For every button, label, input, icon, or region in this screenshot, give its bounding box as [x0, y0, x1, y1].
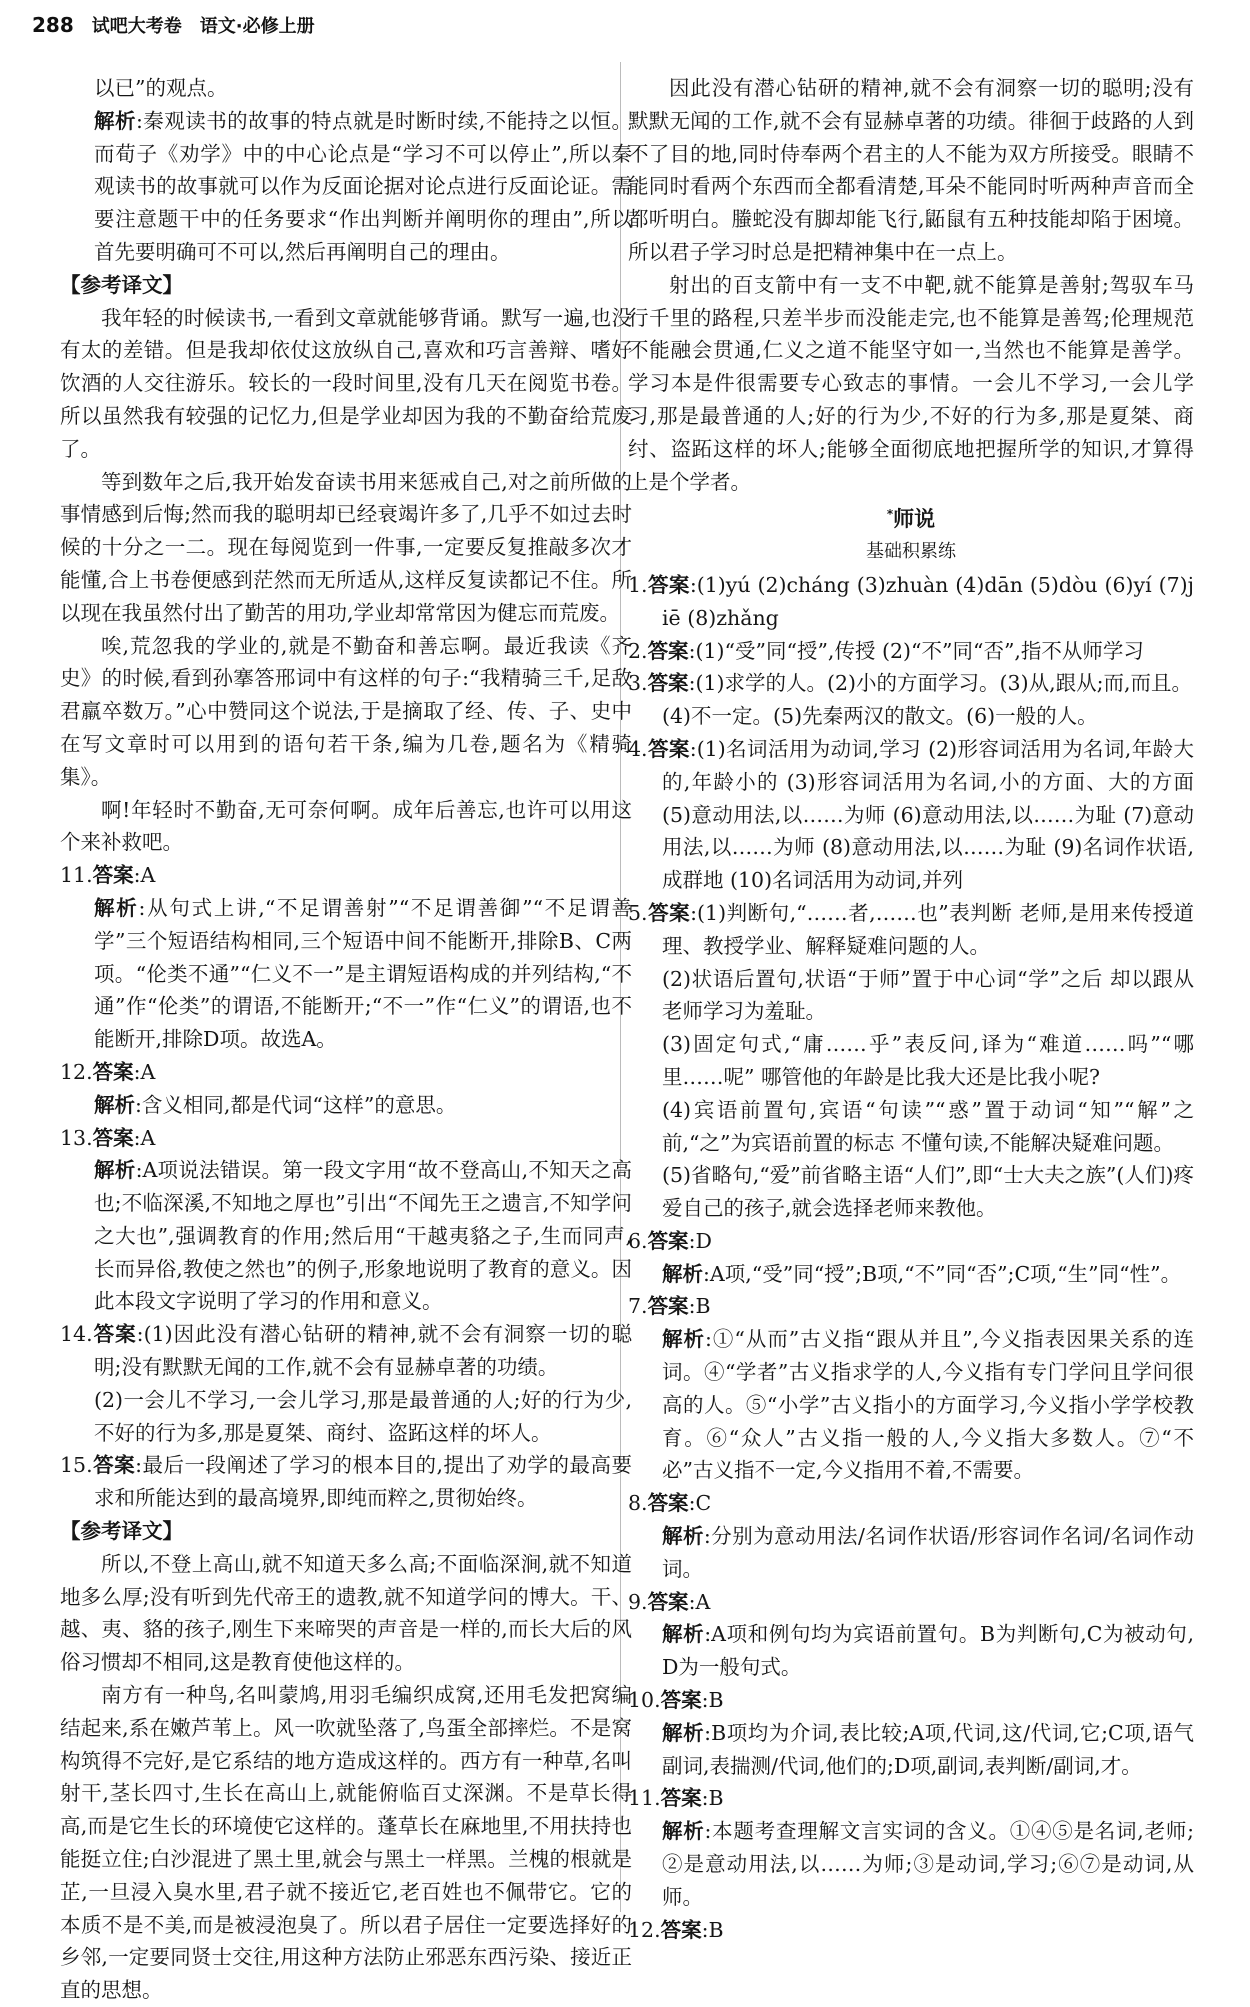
page-number: 288: [32, 13, 74, 37]
lesson-title-text: 师说: [893, 507, 936, 532]
answer-text: :A: [133, 1059, 156, 1084]
answer-text: :(1)求学的人。(2)小的方面学习。(3)从,跟从;而,而且。: [688, 671, 1193, 696]
analysis-label: 解析: [662, 1327, 705, 1352]
answer-label: 答案: [647, 572, 690, 597]
answer-item: [628, 569, 1194, 635]
analysis-text: :分别为意动用法/名词作状语/形容词作名词/名词作动词。: [662, 1524, 1194, 1581]
translation-paragraph: 因此没有潜心钻研的精神,就不会有洞察一切的聪明;没有默默无闻的工作,就不会有显赫卓著的功绩。徘徊于歧路的人到不了目的地,同时侍奉两个君主的人不能为双方所接受。眼睛不能同时看两个东西而全都看清楚,耳朵不能同时听两种声音而全都听明白。螣蛇没有脚却能飞行,鼫鼠有五种技能却陷于困境。所以君子学习时总是把精神集中在一点上。: [628, 76, 1194, 264]
item-number: 10.: [628, 1688, 661, 1713]
item-number: 8.: [628, 1491, 648, 1516]
answer-text: :(1)因此没有潜心钻研的精神,就不会有洞察一切的聪明;没有默默无闻的工作,就不会有显赫卓著的功绩。: [94, 1322, 633, 1380]
answer-label: 答案: [92, 1059, 134, 1084]
book-title: 试吧大考卷: [91, 16, 182, 37]
answer-item: [628, 1290, 1194, 1323]
item-number: 12.: [628, 1917, 661, 1942]
right-column: [628, 72, 1194, 1946]
analysis-paragraph: [628, 1618, 1194, 1684]
answer-item: [628, 1914, 1194, 1947]
analysis-label: 解析: [662, 1261, 703, 1286]
lesson-title: [628, 498, 1194, 536]
answer-label: 答案: [660, 1917, 702, 1942]
item-number: 4.: [628, 736, 648, 761]
answer-text: :D: [688, 1228, 712, 1253]
answer-label: 答案: [647, 900, 691, 925]
answer-label: 答案: [647, 1491, 689, 1516]
answer-label: 答案: [647, 671, 689, 696]
answer-text: :B: [701, 1786, 724, 1811]
answer-text: :B: [701, 1688, 724, 1713]
answer-item: [628, 1225, 1194, 1258]
answer-label: 答案: [647, 1228, 689, 1253]
item-number: 12.: [60, 1059, 93, 1084]
analysis-label: 解析: [662, 1622, 705, 1647]
answer-text: :A: [133, 1125, 156, 1150]
analysis-text: :A项,“受”同“授”;B项,“不”同“否”;C项,“生”同“性”。: [703, 1261, 1182, 1286]
answer-item: [60, 1318, 632, 1384]
translation-paragraph: 啊!年轻时不勤奋,无可奈何啊。成年后善忘,也许可以用这个来补救吧。: [60, 797, 632, 855]
answer-label: 答案: [92, 863, 134, 888]
translation-paragraph: 唉,荒忽我的学业的,就是不勤奋和善忘啊。最近我读《齐史》的时候,看到孙搴答邢词中有这样的句子:“我精骑三千,足敌君羸卒数万。”心中赞同这个说法,于是摘取了经、传、子、史中在写文章时可以用到的语句若干条,编为几卷,题名为《精骑集》。: [60, 633, 632, 789]
answer-text: (4)不一定。(5)先秦两汉的散文。(6)一般的人。: [662, 704, 1098, 729]
analysis-label: 解析: [94, 1092, 135, 1117]
item-number: 11.: [628, 1786, 661, 1811]
answer-item: [60, 859, 632, 892]
analysis-text: :含义相同,都是代词“这样”的意思。: [135, 1092, 457, 1117]
answer-item: [60, 1056, 632, 1089]
answer-label: 答案: [660, 1688, 702, 1713]
answer-label: 答案: [660, 1786, 702, 1811]
analysis-paragraph: [60, 1089, 632, 1122]
left-column: [60, 72, 632, 2007]
answer-text: :(1)“受”同“授”,传授 (2)“不”同“否”,指不从师学习: [688, 638, 1144, 663]
answer-text: :(1)判断句,“……者,……也”表判断 老师,是用来传授道理、教授学业、解释疑难问题的人。: [662, 900, 1194, 958]
text-line: 以已”的观点。: [94, 76, 228, 100]
analysis-label: 解析: [662, 1720, 705, 1745]
answer-item: [60, 1122, 632, 1155]
answer-item: [628, 1487, 1194, 1520]
subject-title: 语文·必修上册: [199, 16, 315, 37]
analysis-label: 解析: [94, 1158, 136, 1183]
answer-item: [628, 733, 1194, 897]
answer-label: 答案: [647, 1294, 689, 1319]
analysis-paragraph: [60, 105, 632, 269]
answer-text: :(1)名词活用为动词,学习 (2)形容词活用为名词,年龄大的,年龄小的 (3)形容词活用为名词,小的方面、大的方面 (5)意动用法,以……为师 (6)意动用法,以……为耻 (7)意动用法,以……为师 (8)意动用法,以……为耻 (9)名词作状语,成群地 (10)名词活用为动词,并列: [662, 736, 1195, 893]
answer-label: 答案: [92, 1125, 134, 1150]
answer-text: (2)状语后置句,状语“于师”置于中心词“学”之后 却以跟从老师学习为羞耻。: [662, 966, 1194, 1024]
translation-paragraph: 等到数年之后,我开始发奋读书用来惩戒自己,对之前所做的事情感到后悔;然而我的聪明却已经衰竭许多了,几乎不如过去时候的十分之一二。现在每阅览到一件事,一定要反复推敲多次才能懂,合上书卷便感到茫然而无所适从,这样反复读都记不住。所以现在我虽然付出了勤苦的用功,学业却常常因为健忘而荒废。: [60, 469, 632, 625]
analysis-text: :本题考查理解文言实词的含义。①④⑤是名词,老师;②是意动用法,以……为师;③是动词,学习;⑥⑦是动词,从师。: [662, 1819, 1194, 1909]
item-number: 1.: [628, 572, 648, 597]
section-title: 【参考译文】: [60, 272, 183, 297]
translation-paragraph: 南方有一种鸟,名叫蒙鸠,用羽毛编织成窝,还用毛发把窝编结起来,系在嫩芦苇上。风一吹就坠落了,鸟蛋全部摔烂。不是窝构筑得不完好,是它系结的地方造成这样的。西方有一种草,名叫射干,茎长四寸,生长在高山上,就能俯临百丈深渊。不是草长得高,而是它生长的环境使它这样的。蓬草长在麻地里,不用扶持也能挺立住;白沙混进了黑土里,就会与黑土一样黑。兰槐的根就是芷,一旦浸入臭水里,君子就不接近它,老百姓也不佩带它。它的本质不是不美,而是被浸泡臭了。所以君子居住一定要选择好的乡邻,一定要同贤士交往,用这种方法防止邪恶东西污染、接近正直的思想。: [60, 1683, 632, 2003]
item-number: 3.: [628, 671, 648, 696]
answer-label: 答案: [647, 736, 690, 761]
answer-item: [628, 1782, 1194, 1815]
answer-item: [628, 635, 1194, 668]
section-title: 【参考译文】: [60, 1519, 183, 1544]
lesson-subtitle: 基础积累练: [866, 541, 956, 563]
item-number: 5.: [628, 900, 648, 925]
item-number: 6.: [628, 1228, 648, 1253]
answer-label: 答案: [647, 1589, 689, 1614]
translation-paragraph: 我年轻的时候读书,一看到文章就能够背诵。默写一遍,也没有太的差错。但是我却依仗这放纵自己,喜欢和巧言善辩、嗜好饮酒的人交往游乐。较长的一段时间里,没有几天在阅览书卷。所以虽然我有较强的记忆力,但是学业却因为我的不勤奋给荒废了。: [60, 305, 632, 461]
page-header: [32, 12, 315, 52]
analysis-label: 解析: [662, 1819, 705, 1844]
analysis-paragraph: [628, 1258, 1194, 1291]
item-number: 14.: [60, 1322, 93, 1347]
answer-item: [628, 1586, 1194, 1619]
analysis-text: :A项和例句均为宾语前置句。B为判断句,C为被动句,D为一般句式。: [662, 1622, 1195, 1680]
answer-text: :A: [688, 1589, 711, 1614]
item-number: 9.: [628, 1589, 648, 1614]
analysis-label: 解析: [94, 108, 136, 133]
answer-text: :最后一段阐述了学习的根本目的,提出了劝学的最高要求和所能达到的最高境界,即纯而粹之,贯彻始终。: [94, 1453, 633, 1511]
item-number: 13.: [60, 1125, 93, 1150]
analysis-text: :B项均为介词,表比较;A项,代词,这/代词,它;C项,语气副词,表揣测/代词,他们的;D项,副词,表判断/副词,才。: [662, 1720, 1195, 1778]
analysis-paragraph: [60, 1154, 632, 1318]
answer-item: [628, 667, 1194, 700]
analysis-text: :从句式上讲,“不足谓善射”“不足谓善御”“不足谓善学”三个短语结构相同,三个短语中间不能断开,排除B、C两项。“伦类不通”“仁义不一”是主谓短语构成的并列结构,“不通”作“伦类”的谓语,不能断开;“不一”作“仁义”的谓语,也不能断开,排除D项。故选A。: [94, 895, 633, 1052]
analysis-text: :A项说法错误。第一段文字用“故不登高山,不知天之高也;不临深溪,不知地之厚也”引出“不闻先王之遗言,不知学问之大也”,强调教育的作用;然后用“干越夷貉之子,生而同声,长而异俗,教使之然也”的例子,形象地说明了教育的意义。因此本段文字说明了学习的作用和意义。: [94, 1158, 632, 1314]
answer-text: (2)一会儿不学习,一会儿学习,那是最普通的人;好的行为少,不好的行为多,那是夏桀、商纣、盗跖这样的坏人。: [94, 1387, 632, 1445]
answer-text: :B: [688, 1294, 711, 1319]
analysis-text: :秦观读书的故事的特点就是时断时续,不能持之以恒。而荀子《劝学》中的中心论点是“学习不可以停止”,所以秦观读书的故事就可以作为反面论据对论点进行反面论证。需要注意题干中的任务要求“作出判断并阐明你的理由”,所以首先要明确可不可以,然后再阐明自己的理由。: [94, 108, 633, 264]
analysis-paragraph: [628, 1815, 1194, 1913]
analysis-label: 解析: [94, 895, 139, 920]
analysis-paragraph: [628, 1717, 1194, 1783]
analysis-paragraph: [60, 892, 632, 1056]
answer-item: [628, 1684, 1194, 1717]
answer-item: [60, 1449, 632, 1515]
answer-text: :B: [701, 1917, 724, 1942]
translation-paragraph: 射出的百支箭中有一支不中靶,就不能算是善射;驾驭车马行千里的路程,只差半步而没能走完,也不能算是善驾;伦理规范不能融会贯通,仁义之道不能坚守如一,当然也不能算是善学。学习本是件很需要专心致志的事情。一会儿不学习,一会儿学习,那是最普通的人;好的行为少,不好的行为多,那是夏桀、商纣、盗跖这样的坏人;能够全面彻底地把握所学的知识,才算得上是个学者。: [628, 272, 1194, 494]
item-number: 15.: [60, 1453, 93, 1478]
item-number: 2.: [628, 638, 648, 663]
answer-text: :(1)yú (2)cháng (3)zhuàn (4)dān (5)dòu (6)yí (7)jiē (8)zhǎng: [662, 572, 1194, 630]
analysis-text: :①“从而”古义指“跟从并且”,今义指表因果关系的连词。④“学者”古义指求学的人,今义指有专门学问且学问很高的人。⑤“小学”古义指小的方面学习,今义指小学学校教育。⑥“众人”古义指一般的人,今义指大多数人。⑦“不必”古义指不一定,今义指用不着,不需要。: [662, 1327, 1195, 1483]
answer-text: (5)省略句,“爱”前省略主语“人们”,即“士大夫之族”(人们)疼爱自己的孩子,就会选择老师来教他。: [662, 1163, 1194, 1221]
answer-text: :A: [133, 863, 156, 888]
answer-text: (3)固定句式,“庸……乎”表反问,译为“难道……吗”“哪里……呢” 哪管他的年龄是比我大还是比我小呢?: [662, 1032, 1194, 1089]
analysis-label: 解析: [662, 1524, 704, 1549]
answer-text: :C: [688, 1491, 712, 1516]
answer-text: (4)宾语前置句,宾语“句读”“惑”置于动词“知”“解”之前,“之”为宾语前置的标志 不懂句读,不能解决疑难问题。: [662, 1097, 1194, 1155]
analysis-paragraph: [628, 1323, 1194, 1487]
answer-item: [628, 897, 1194, 963]
analysis-paragraph: [628, 1520, 1194, 1586]
translation-paragraph: 所以,不登上高山,就不知道天多么高;不面临深涧,就不知道地多么厚;没有听到先代帝王的遗教,就不知道学问的博大。干、越、夷、貉的孩子,刚生下来啼哭的声音是一样的,而长大后的风俗习惯却不相同,这是教育使他这样的。: [60, 1551, 632, 1675]
item-number: 7.: [628, 1294, 648, 1319]
answer-label: 答案: [647, 638, 689, 663]
item-number: 11.: [60, 863, 93, 888]
answer-label: 答案: [92, 1453, 136, 1478]
title-mark: *: [886, 507, 894, 522]
answer-label: 答案: [92, 1322, 137, 1347]
